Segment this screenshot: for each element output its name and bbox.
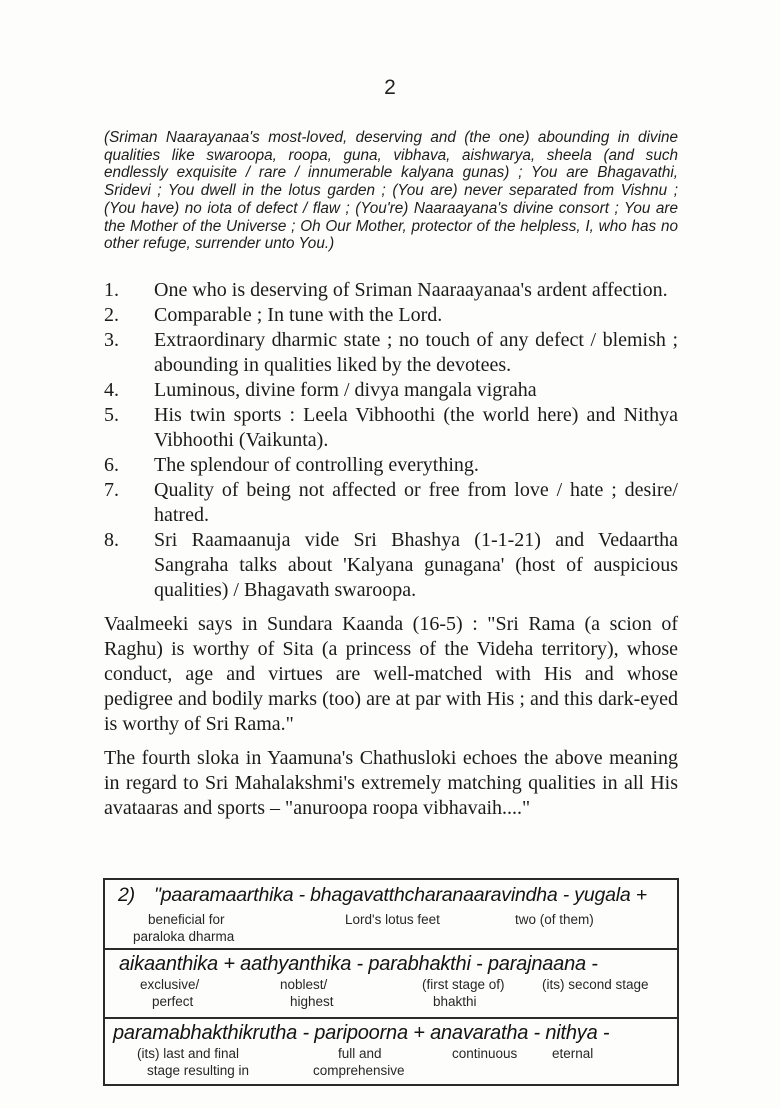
paragraph-vaalmeeki-quote: Vaalmeeki says in Sundara Kaanda (16-5) : "Sri Rama (a scion of Raghu) is worthy of Sita (a princess of the Videha territory), whose conduct, age and virtues are well-matched with His and whose pedigree and bodily marks (too) are at par with His ; and this dark-eyed is worthy of Sri Rama." bbox=[104, 613, 678, 735]
word-gloss: (its) last and final bbox=[137, 1046, 240, 1061]
list-item-text: Sri Raamaanuja vide Sri Bhashya (1-1-21) and Vedaartha Sangraha talks about 'Kalyana gunagana' (host of auspicious qualities) / Bhagavath swaroopa. bbox=[154, 529, 678, 601]
word-gloss: exclusive/ bbox=[140, 977, 200, 992]
word-gloss: Lord's lotus feet bbox=[345, 912, 440, 927]
list-item-text: One who is deserving of Sriman Naaraayanaa's ardent affection. bbox=[154, 279, 668, 301]
list-item bbox=[104, 478, 678, 528]
list-item bbox=[104, 303, 678, 328]
word-gloss: bhakthi bbox=[433, 994, 477, 1009]
list-item-text: The splendour of controlling everything. bbox=[154, 454, 479, 476]
list-item-number: 3. bbox=[104, 329, 119, 351]
page-number: 2 bbox=[384, 76, 396, 99]
sloka-line: aikaanthika + aathyanthika - parabhakthi - parajnaana - bbox=[119, 953, 598, 975]
list-item bbox=[104, 378, 678, 403]
word-gloss: (its) second stage bbox=[542, 977, 649, 992]
sloka-line: "paaramaarthika - bhagavatthcharanaaravindha - yugala + bbox=[154, 884, 647, 906]
body-content bbox=[104, 278, 678, 821]
list-item bbox=[104, 278, 678, 303]
word-gloss: comprehensive bbox=[313, 1063, 405, 1078]
word-gloss: (first stage of) bbox=[422, 977, 505, 992]
list-item bbox=[104, 453, 678, 478]
list-item bbox=[104, 528, 678, 603]
meaning-list bbox=[104, 278, 678, 603]
list-item-number: 7. bbox=[104, 479, 119, 501]
list-item-text: Quality of being not affected or free from love / hate ; desire/ hatred. bbox=[154, 479, 678, 526]
word-gloss: eternal bbox=[552, 1046, 594, 1061]
list-item-number: 2. bbox=[104, 304, 119, 326]
sloka-word-gloss-table bbox=[103, 878, 679, 1086]
list-item bbox=[104, 328, 678, 378]
list-item-text: Comparable ; In tune with the Lord. bbox=[154, 304, 443, 326]
sloka-line: paramabhakthikrutha - paripoorna + anavaratha - nithya - bbox=[113, 1022, 610, 1044]
list-item-number: 4. bbox=[104, 379, 119, 401]
list-item bbox=[104, 403, 678, 453]
invocation-translation: (Sriman Naarayanaa's most-loved, deserving and (the one) abounding in divine qualities like swaroopa, roopa, guna, vibhava, aishwarya, sheela (and such endlessly exquisite / rare / innumerable kalyana gunas) ; You are Bhagavathi, Sridevi ; You dwell in the lotus garden ; (You are) never separated from Vishnu ; (You have) no iota of defect / flaw ; (You're) Naaraayana's divine consort ; You are the Mother of the Universe ; Oh Our Mother, protector of the helpless, I, who has no other refuge, surrender unto You.) bbox=[104, 129, 678, 253]
gloss-row bbox=[105, 1017, 677, 1084]
list-item-text: Extraordinary dharmic state ; no touch of any defect / blemish ; abounding in qualities liked by the devotees. bbox=[154, 329, 678, 376]
word-gloss: noblest/ bbox=[280, 977, 328, 992]
list-item-text: His twin sports : Leela Vibhoothi (the world here) and Nithya Vibhoothi (Vaikunta). bbox=[154, 404, 678, 451]
word-gloss: beneficial for bbox=[148, 912, 225, 927]
word-gloss: full and bbox=[338, 1046, 382, 1061]
word-gloss: stage resulting in bbox=[147, 1063, 250, 1078]
gloss-row bbox=[105, 880, 677, 948]
gloss-row bbox=[105, 948, 677, 1017]
paragraph-chathusloki: The fourth sloka in Yaamuna's Chathusloki echoes the above meaning in regard to Sri Mahalakshmi's extremely matching qualities in all His avataaras and sports – "anuroopa roopa vibhavaih...." bbox=[104, 747, 678, 819]
list-item-number: 6. bbox=[104, 454, 119, 476]
sloka-number: 2) bbox=[118, 884, 135, 906]
word-gloss: continuous bbox=[452, 1046, 518, 1061]
list-item-number: 8. bbox=[104, 529, 119, 551]
word-gloss: two (of them) bbox=[515, 912, 594, 927]
list-item-number: 5. bbox=[104, 404, 119, 426]
list-item-number: 1. bbox=[104, 279, 119, 301]
word-gloss: paraloka dharma bbox=[133, 929, 235, 944]
word-gloss: highest bbox=[290, 994, 334, 1009]
word-gloss: perfect bbox=[152, 994, 194, 1009]
list-item-text: Luminous, divine form / divya mangala vigraha bbox=[154, 379, 537, 401]
